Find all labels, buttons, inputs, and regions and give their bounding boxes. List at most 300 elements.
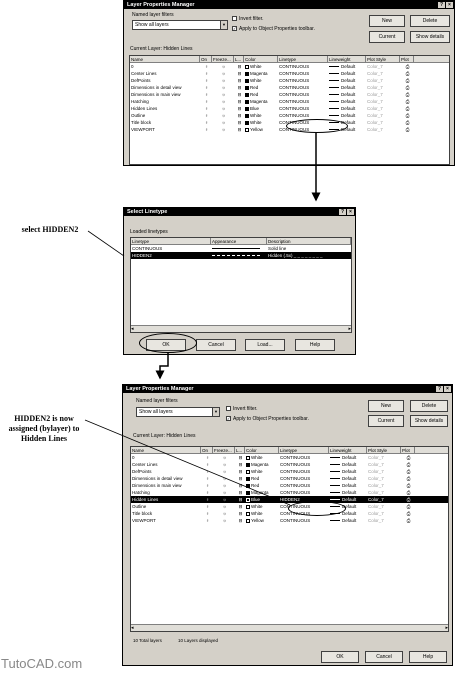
color-name: White <box>250 113 262 118</box>
color-swatch <box>245 72 249 76</box>
layer-linetype[interactable]: CONTINUOUS <box>279 106 310 111</box>
layer-lineweight[interactable] <box>329 517 367 524</box>
layer-color[interactable] <box>244 126 278 133</box>
list-item[interactable] <box>131 245 351 252</box>
layer-name: Outline <box>131 113 146 118</box>
layer-filter-value: Show all layers <box>135 22 169 28</box>
current-button[interactable]: Current <box>369 31 405 43</box>
color-name: Magenta <box>250 71 268 76</box>
bulb-icon[interactable]: ♀ <box>204 64 209 69</box>
bulb-icon[interactable]: ♀ <box>204 85 209 90</box>
sun-icon[interactable]: ☼ <box>221 92 226 97</box>
color-swatch <box>246 519 250 523</box>
layer-color[interactable] <box>245 489 279 496</box>
sun-icon[interactable]: ☼ <box>221 71 226 76</box>
layer-plot-style[interactable]: Color_7 <box>367 113 383 118</box>
layer-color[interactable] <box>245 475 279 482</box>
invert-filter-label: Invert filter. <box>239 16 264 22</box>
layer-color[interactable] <box>245 517 279 524</box>
lineweight-swatch <box>330 464 340 465</box>
color-name: White <box>250 78 262 83</box>
lineweight-swatch <box>330 478 340 479</box>
layer-plot-style[interactable]: Color_7 <box>368 504 384 509</box>
close-title-button[interactable]: × <box>444 386 451 392</box>
layer-name: Hatching <box>131 99 149 104</box>
layer-linetype[interactable]: CONTINUOUS <box>280 511 311 516</box>
layer-lineweight[interactable] <box>329 489 367 496</box>
layer-plot-style[interactable]: Color_7 <box>367 106 383 111</box>
select-note: select HIDDEN2 <box>21 225 79 234</box>
layer-grid-1[interactable] <box>129 55 450 165</box>
apply-toolbar-checkbox[interactable]: ✓ Apply to Object Properties toolbar. <box>227 416 309 422</box>
layer-linetype[interactable]: CONTINUOUS <box>280 469 311 474</box>
layer-filter-select[interactable] <box>136 407 220 417</box>
layer-color[interactable] <box>244 98 278 105</box>
current-button[interactable]: Current <box>368 415 404 427</box>
layer-lineweight[interactable] <box>328 63 366 70</box>
load-button[interactable]: Load... <box>245 339 285 351</box>
layer-linetype[interactable]: CONTINUOUS <box>279 92 310 97</box>
lineweight-value: Default <box>341 85 356 90</box>
color-name: White <box>251 469 263 474</box>
layer-name: Title block <box>131 120 152 125</box>
lineweight-value: Default <box>342 483 357 488</box>
color-swatch <box>246 470 250 474</box>
layer-lineweight[interactable] <box>329 454 367 461</box>
help-button[interactable]: Help <box>295 339 335 351</box>
table-row[interactable] <box>131 482 448 489</box>
lock-icon[interactable]: ⊟ <box>237 106 242 111</box>
layer-lineweight[interactable] <box>329 468 367 475</box>
printer-icon[interactable]: ⎙ <box>405 71 410 76</box>
layer-plot-style[interactable]: Color_7 <box>368 476 384 481</box>
printer-icon[interactable]: ⎙ <box>405 85 410 90</box>
color-swatch <box>246 498 250 502</box>
bulb-icon[interactable]: ♀ <box>205 490 210 495</box>
layer-plot-style[interactable]: Color_7 <box>368 497 384 502</box>
layer-linetype[interactable]: CONTINUOUS <box>279 127 310 132</box>
bulb-icon[interactable]: ♀ <box>204 106 209 111</box>
layer-linetype[interactable]: CONTINUOUS <box>280 490 311 495</box>
bulb-icon[interactable]: ♀ <box>204 120 209 125</box>
linetype-list[interactable] <box>130 237 352 333</box>
lock-icon[interactable]: ⊟ <box>238 518 243 523</box>
sun-icon[interactable]: ☼ <box>222 455 227 460</box>
layer-grid-2[interactable] <box>130 446 449 632</box>
bulb-icon[interactable]: ♀ <box>205 455 210 460</box>
layer-linetype[interactable]: CONTINUOUS <box>280 483 311 488</box>
invert-filter-checkbox[interactable] <box>232 16 263 22</box>
sun-icon[interactable]: ☼ <box>222 469 227 474</box>
layer-plot-style[interactable]: Color_7 <box>368 469 384 474</box>
sun-icon[interactable]: ☼ <box>221 99 226 104</box>
lineweight-swatch <box>329 66 339 67</box>
col-linetype[interactable]: Linetype <box>278 56 328 62</box>
lock-icon[interactable]: ⊟ <box>238 490 243 495</box>
bulb-icon[interactable]: ♀ <box>205 504 210 509</box>
layer-name: Dimensions in main view <box>131 92 181 97</box>
layer-linetype[interactable]: CONTINUOUS <box>279 120 310 125</box>
layer-name: VIEWPORT <box>132 518 156 523</box>
layer-color[interactable] <box>245 503 279 510</box>
layer-color[interactable] <box>245 461 279 468</box>
chevron-down-icon[interactable]: ▼ <box>212 408 219 416</box>
sun-icon[interactable]: ☼ <box>221 120 226 125</box>
table-row[interactable] <box>130 91 449 98</box>
layer-plot-style[interactable]: Color_7 <box>367 64 383 69</box>
layer-linetype[interactable]: CONTINUOUS <box>279 78 310 83</box>
layer-lineweight[interactable] <box>329 461 367 468</box>
printer-icon[interactable]: ⎙ <box>406 469 411 474</box>
layer-plot-style[interactable]: Color_7 <box>368 455 384 460</box>
cancel-button[interactable]: Cancel <box>196 339 236 351</box>
layer-plot-style[interactable]: Color_7 <box>368 483 384 488</box>
col-freeze[interactable]: Freeze... <box>212 56 234 62</box>
printer-icon[interactable]: ⎙ <box>406 497 411 502</box>
layer-linetype[interactable]: CONTINUOUS <box>280 476 311 481</box>
horizontal-scrollbar[interactable]: ◂ ▸ <box>131 326 351 332</box>
layer-name: 0 <box>132 455 135 460</box>
layer-linetype[interactable]: CONTINUOUS <box>279 113 310 118</box>
layer-filter-value: Show all layers <box>139 409 173 415</box>
layer-lineweight[interactable] <box>329 475 367 482</box>
color-swatch <box>246 456 250 460</box>
layer-plot-style[interactable]: Color_7 <box>368 518 384 523</box>
bulb-icon[interactable]: ♀ <box>205 476 210 481</box>
color-swatch <box>246 491 250 495</box>
layer-color[interactable] <box>245 496 279 503</box>
new-button[interactable]: New <box>368 400 404 412</box>
table-row[interactable] <box>131 461 448 468</box>
layer-plot-style[interactable]: Color_7 <box>367 85 383 90</box>
bulb-icon[interactable]: ♀ <box>204 78 209 83</box>
color-name: Red <box>250 85 259 90</box>
chevron-down-icon[interactable]: ▼ <box>220 21 227 29</box>
lock-icon[interactable]: ⊟ <box>238 469 243 474</box>
col-lock[interactable]: L... <box>234 56 244 62</box>
layer-name: 0 <box>131 64 134 69</box>
printer-icon[interactable]: ⎙ <box>406 462 411 467</box>
sun-icon[interactable]: ☼ <box>222 490 227 495</box>
lock-icon[interactable]: ⊟ <box>237 120 242 125</box>
ok-button[interactable]: OK <box>146 339 186 351</box>
bulb-icon[interactable]: ♀ <box>205 518 210 523</box>
layer-color[interactable] <box>244 119 278 126</box>
layer-color[interactable] <box>245 510 279 517</box>
table-row[interactable] <box>131 496 448 503</box>
bulb-icon[interactable]: ♀ <box>205 469 210 474</box>
lineweight-swatch <box>330 457 340 458</box>
sun-icon[interactable]: ☼ <box>221 64 226 69</box>
table-row[interactable] <box>130 105 449 112</box>
layer-lineweight[interactable] <box>328 70 366 77</box>
layer-lineweight[interactable] <box>328 105 366 112</box>
layer-name: DefPoints <box>131 78 151 83</box>
printer-icon[interactable]: ⎙ <box>406 504 411 509</box>
sun-icon[interactable]: ☼ <box>221 106 226 111</box>
col-linetype[interactable]: Linetype <box>131 238 211 244</box>
help-button[interactable]: Help <box>409 651 447 663</box>
help-title-button[interactable]: ? <box>439 2 444 8</box>
layer-color[interactable] <box>245 482 279 489</box>
color-name: Magenta <box>251 490 269 495</box>
sun-icon[interactable]: ☼ <box>222 511 227 516</box>
color-name: Red <box>251 483 260 488</box>
sun-icon[interactable]: ☼ <box>221 78 226 83</box>
col-lineweight[interactable]: Lineweight <box>328 56 366 62</box>
list-item-selected[interactable] <box>131 252 351 259</box>
bulb-icon[interactable]: ♀ <box>204 127 209 132</box>
color-swatch <box>245 100 249 104</box>
printer-icon[interactable]: ⎙ <box>405 78 410 83</box>
layer-color[interactable] <box>244 84 278 91</box>
lock-icon[interactable]: ⊟ <box>238 462 243 467</box>
sun-icon[interactable]: ☼ <box>222 476 227 481</box>
layer-color[interactable] <box>244 70 278 77</box>
close-title-button[interactable]: × <box>347 209 354 215</box>
sun-icon[interactable]: ☼ <box>222 462 227 467</box>
linetype-appearance <box>211 245 267 252</box>
col-plot-style[interactable]: Plot Style <box>366 56 400 62</box>
layer-plot-style[interactable]: Color_7 <box>368 490 384 495</box>
color-swatch <box>245 79 249 83</box>
linetype-name: HIDDEN2 <box>132 253 152 258</box>
lock-icon[interactable]: ⊟ <box>238 504 243 509</box>
col-lock[interactable]: L... <box>235 447 245 453</box>
printer-icon[interactable]: ⎙ <box>406 490 411 495</box>
layer-plot-style[interactable]: Color_7 <box>368 462 384 467</box>
col-on[interactable]: On <box>201 447 213 453</box>
lock-icon[interactable]: ⊟ <box>238 511 243 516</box>
lock-icon[interactable]: ⊟ <box>237 85 242 90</box>
show-details-button[interactable]: Show details <box>410 415 448 427</box>
sun-icon[interactable]: ☼ <box>222 518 227 523</box>
col-appearance[interactable]: Appearance <box>211 238 267 244</box>
table-row[interactable] <box>130 112 449 119</box>
bulb-icon[interactable]: ♀ <box>205 483 210 488</box>
layer-plot-style[interactable]: Color_7 <box>367 78 383 83</box>
lineweight-swatch <box>329 108 339 109</box>
color-name: Magenta <box>251 462 269 467</box>
delete-button[interactable]: Delete <box>410 400 448 412</box>
horizontal-scrollbar[interactable]: ◂ ▸ <box>131 625 448 631</box>
apply-toolbar-checkbox[interactable]: ✓ Apply to Object Properties toolbar. <box>233 26 315 32</box>
layer-name: Hidden Lines <box>132 497 159 502</box>
arrow-down-2 <box>160 353 168 378</box>
layer-name: DefPoints <box>132 469 152 474</box>
lock-icon[interactable]: ⊟ <box>237 92 242 97</box>
table-row[interactable] <box>130 84 449 91</box>
bulb-icon[interactable]: ♀ <box>205 462 210 467</box>
layer-color[interactable] <box>244 63 278 70</box>
layer-linetype[interactable]: CONTINUOUS <box>279 85 310 90</box>
sun-icon[interactable]: ☼ <box>221 113 226 118</box>
printer-icon[interactable]: ⎙ <box>406 455 411 460</box>
printer-icon[interactable]: ⎙ <box>405 127 410 132</box>
lineweight-value: Default <box>342 497 357 502</box>
lineweight-swatch <box>330 492 340 493</box>
lock-icon[interactable]: ⊟ <box>237 71 242 76</box>
col-freeze[interactable]: Freeze... <box>213 447 235 453</box>
layer-properties-dialog-2 <box>122 384 453 666</box>
color-swatch <box>245 107 249 111</box>
table-row[interactable] <box>131 475 448 482</box>
col-plot-style[interactable]: Plot Style <box>367 447 401 453</box>
layer-lineweight[interactable] <box>328 91 366 98</box>
table-row[interactable] <box>131 517 448 524</box>
layer-color[interactable] <box>245 468 279 475</box>
layer-plot-style[interactable]: Color_7 <box>367 92 383 97</box>
color-name: White <box>251 511 263 516</box>
lock-icon[interactable]: ⊟ <box>237 64 242 69</box>
col-plot[interactable]: Plot <box>401 447 415 453</box>
new-button[interactable]: New <box>369 15 405 27</box>
col-name[interactable]: Name <box>130 56 200 62</box>
sun-icon[interactable]: ☼ <box>221 85 226 90</box>
layer-linetype[interactable]: CONTINUOUS <box>279 64 310 69</box>
dialog-3-titlebar <box>123 385 452 393</box>
printer-icon[interactable]: ⎙ <box>405 64 410 69</box>
table-row[interactable] <box>130 77 449 84</box>
sun-icon[interactable]: ☼ <box>222 504 227 509</box>
lock-icon[interactable]: ⊟ <box>238 483 243 488</box>
printer-icon[interactable]: ⎙ <box>406 511 411 516</box>
close-title-button[interactable]: × <box>446 2 453 8</box>
lock-icon[interactable]: ⊟ <box>237 99 242 104</box>
printer-icon[interactable]: ⎙ <box>406 483 411 488</box>
layer-name: Hidden Lines <box>131 106 158 111</box>
color-swatch <box>246 477 250 481</box>
bulb-icon[interactable]: ♀ <box>205 511 210 516</box>
layer-linetype[interactable]: CONTINUOUS <box>279 99 310 104</box>
printer-icon[interactable]: ⎙ <box>405 92 410 97</box>
layer-plot-style[interactable]: Color_7 <box>367 120 383 125</box>
col-color[interactable]: Color <box>244 56 278 62</box>
col-name[interactable]: Name <box>131 447 201 453</box>
lineweight-value: Default <box>341 127 356 132</box>
printer-icon[interactable]: ⎙ <box>405 106 410 111</box>
lock-icon[interactable]: ⊟ <box>238 497 243 502</box>
col-description[interactable]: Description <box>267 238 351 244</box>
col-lineweight[interactable]: Lineweight <box>329 447 367 453</box>
color-name: White <box>250 120 262 125</box>
lock-icon[interactable]: ⊟ <box>238 455 243 460</box>
bulb-icon[interactable]: ♀ <box>204 99 209 104</box>
delete-button[interactable]: Delete <box>410 15 450 27</box>
col-on[interactable]: On <box>200 56 212 62</box>
apply-toolbar-label: Apply to Object Properties toolbar. <box>239 26 315 32</box>
layer-lineweight[interactable] <box>328 84 366 91</box>
layer-color[interactable] <box>244 112 278 119</box>
layer-plot-style[interactable]: Color_7 <box>368 511 384 516</box>
bulb-icon[interactable]: ♀ <box>205 497 210 502</box>
bulb-icon[interactable]: ♀ <box>204 92 209 97</box>
layer-plot-style[interactable]: Color_7 <box>367 99 383 104</box>
layer-filter-select[interactable] <box>132 20 228 30</box>
lock-icon[interactable]: ⊟ <box>237 78 242 83</box>
layer-color[interactable] <box>244 77 278 84</box>
table-row[interactable] <box>130 63 449 70</box>
layer-linetype[interactable]: CONTINUOUS <box>280 462 311 467</box>
dialog-2-titlebar <box>124 208 355 216</box>
lineweight-value: Default <box>342 511 357 516</box>
layer-linetype[interactable]: CONTINUOUS <box>279 71 310 76</box>
layer-lineweight[interactable] <box>328 77 366 84</box>
layer-color[interactable] <box>244 105 278 112</box>
lineweight-value: Default <box>341 99 356 104</box>
layer-lineweight[interactable] <box>328 98 366 105</box>
color-swatch <box>246 484 250 488</box>
col-color[interactable]: Color <box>245 447 279 453</box>
printer-icon[interactable]: ⎙ <box>405 120 410 125</box>
layer-linetype[interactable]: CONTINUOUS <box>280 504 311 509</box>
watermark: TutoCAD.com <box>1 656 83 671</box>
linetype-description: Solid line <box>268 246 287 251</box>
linetype-appearance <box>211 252 267 259</box>
printer-icon[interactable]: ⎙ <box>406 518 411 523</box>
color-swatch <box>246 463 250 467</box>
lock-icon[interactable]: ⊟ <box>237 113 242 118</box>
help-title-button[interactable]: ? <box>340 209 345 215</box>
layer-plot-style[interactable]: Color_7 <box>367 127 383 132</box>
layer-color[interactable] <box>244 91 278 98</box>
lock-icon[interactable]: ⊟ <box>238 476 243 481</box>
layer-lineweight[interactable] <box>329 482 367 489</box>
printer-icon[interactable]: ⎙ <box>405 99 410 104</box>
col-plot[interactable]: Plot <box>400 56 414 62</box>
dialog-2-title: Select Linetype <box>127 209 168 215</box>
ok-button[interactable]: OK <box>321 651 359 663</box>
layer-plot-style[interactable]: Color_7 <box>367 71 383 76</box>
show-details-button[interactable]: Show details <box>410 31 450 43</box>
col-linetype[interactable]: Linetype <box>279 447 329 453</box>
help-title-button[interactable]: ? <box>437 386 442 392</box>
layer-linetype[interactable]: CONTINUOUS <box>280 518 311 523</box>
layer-lineweight[interactable] <box>328 112 366 119</box>
printer-icon[interactable]: ⎙ <box>406 476 411 481</box>
cancel-button[interactable]: Cancel <box>365 651 403 663</box>
color-name: White <box>251 455 263 460</box>
layer-linetype[interactable]: CONTINUOUS <box>280 455 311 460</box>
lock-icon[interactable]: ⊟ <box>237 127 242 132</box>
ok-highlight <box>139 333 197 353</box>
color-swatch <box>245 114 249 118</box>
sun-icon[interactable]: ☼ <box>222 497 227 502</box>
color-swatch <box>245 121 249 125</box>
invert-filter-checkbox[interactable] <box>226 406 257 412</box>
lineweight-swatch <box>330 520 340 521</box>
bulb-icon[interactable]: ♀ <box>204 71 209 76</box>
layer-linetype[interactable]: HIDDEN2 <box>280 497 300 502</box>
table-row[interactable] <box>131 454 448 461</box>
linetype-highlight-1 <box>286 119 348 133</box>
filter-label: Named layer filters <box>132 12 174 18</box>
table-row[interactable] <box>131 468 448 475</box>
sun-icon[interactable]: ☼ <box>221 127 226 132</box>
lineweight-value: Default <box>341 71 356 76</box>
table-row[interactable] <box>131 489 448 496</box>
lineweight-value: Default <box>341 78 356 83</box>
sun-icon[interactable]: ☼ <box>222 483 227 488</box>
layer-color[interactable] <box>245 454 279 461</box>
dialog-3-title: Layer Properties Manager <box>126 386 194 392</box>
table-row[interactable] <box>130 98 449 105</box>
table-row[interactable] <box>130 70 449 77</box>
bulb-icon[interactable]: ♀ <box>204 113 209 118</box>
color-name: White <box>250 64 262 69</box>
color-swatch <box>246 505 250 509</box>
printer-icon[interactable]: ⎙ <box>405 113 410 118</box>
